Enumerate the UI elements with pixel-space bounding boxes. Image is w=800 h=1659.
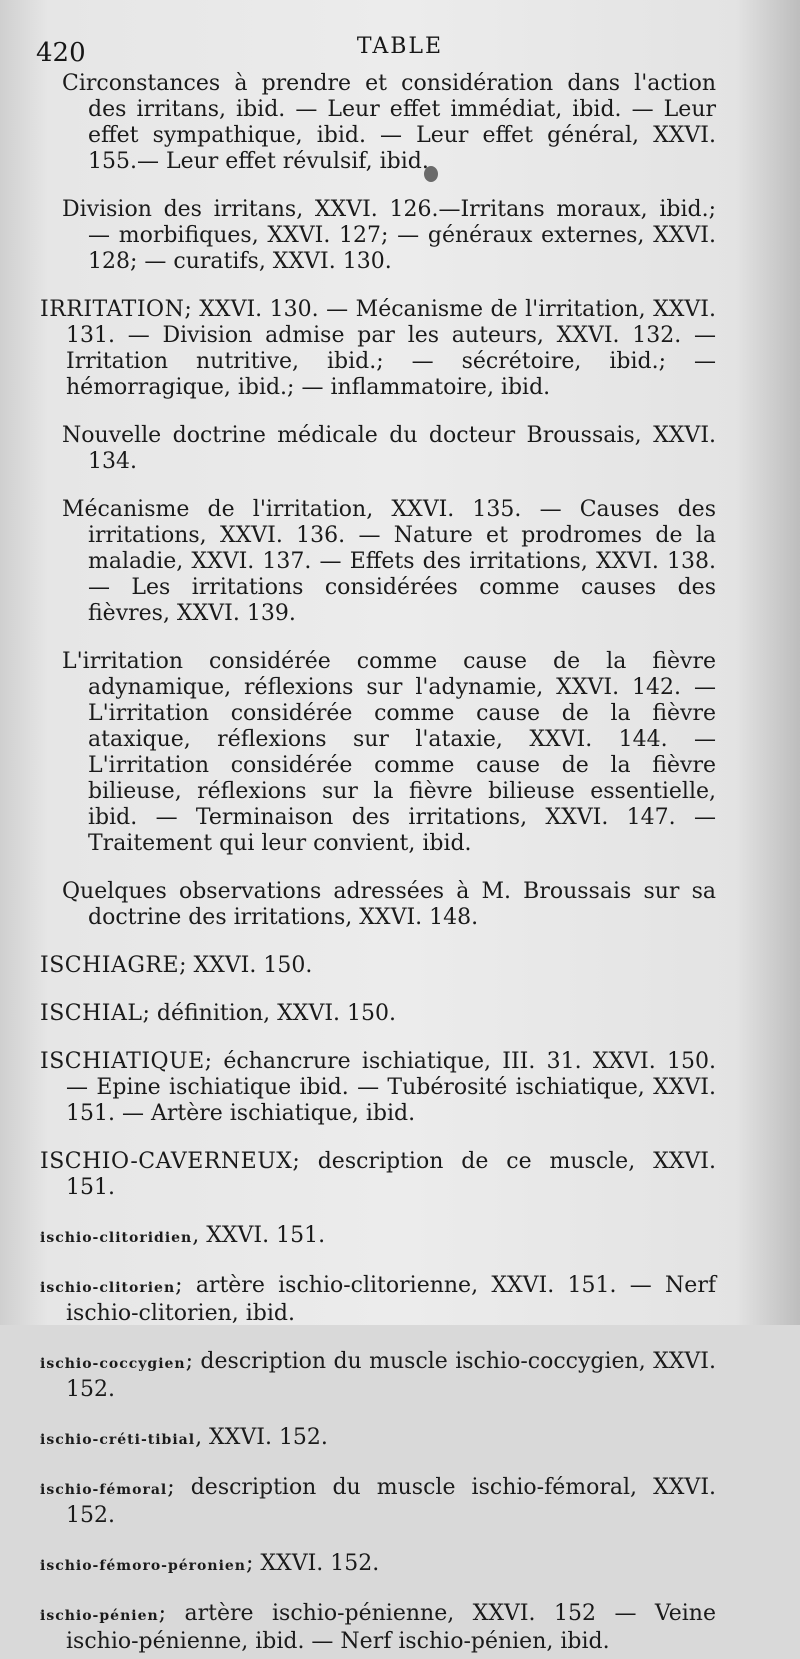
entry-headword: ISCHIAL [40,1001,143,1026]
entry-headword: ischio-clitorien [40,1280,176,1296]
entry-headword: ischio-créti-tibial [40,1432,196,1448]
index-entry: ischio-clitorien; artère ischio-clitorienne, XXVI. 151. — Nerf ischio-clitorien, ibid. [40,1273,716,1326]
running-title: TABLE [356,34,444,59]
page-number: 420 [36,38,86,68]
index-entry: ischio-clitoridien, XXVI. 151. [40,1223,326,1248]
index-entries [40,71,716,1659]
index-entry: ischio-fémoral; description du muscle ischio-fémoral, XXVI. 152. [40,1475,716,1528]
entry-headword: ischio-pénien [40,1608,159,1624]
entry-headword: ischio-clitoridien [40,1230,193,1246]
index-entry: Division des irritans, XXVI. 126.—Irritans moraux, ibid.; — morbifiques, XXVI. 127; — généraux externes, XXVI. 128; — curatifs, XXVI. 130. [62,197,716,274]
index-entry: Mécanisme de l'irritation, XXVI. 135. — Causes des irritations, XXVI. 136. — Nature et prodromes de la maladie, XXVI. 137. — Effets des irritations, XXVI. 138. — Les irritations considérées comme causes des fièvres, XXVI. 139. [62,497,716,626]
entry-headword: IRRITATION [40,297,185,322]
index-entry: ischio-coccygien; description du muscle ischio-coccygien, XXVI. 152. [40,1349,716,1402]
entry-headword: ischio-coccygien [40,1356,186,1372]
page-header [0,30,800,68]
index-entry: Quelques observations adressées à M. Broussais sur sa doctrine des irritations, XXVI. 148. [62,879,716,930]
index-entry: IRRITATION; XXVI. 130. — Mécanisme de l'irritation, XXVI. 131. — Division admise par les auteurs, XXVI. 132. — Irritation nutritive, ibid.; — sécrétoire, ibid.; — hémorragique, ibid.; — inflammatoire, ibid. [40,297,716,400]
entry-headword: ISCHIAGRE [40,953,180,978]
index-entry: L'irritation considérée comme cause de la fièvre adynamique, réflexions sur l'adynamie, XXVI. 142. — L'irritation considérée comme cause de la fièvre ataxique, réflexions sur l'ataxie, XXVI. 144. — L'irritation considérée comme cause de la fièvre bilieuse, réflexions sur la fièvre bilieuse essentielle, ibid. — Terminaison des irritations, XXVI. 147. — Traitement qui leur convient, ibid. [62,649,716,856]
index-entry: ISCHIAGRE; XXVI. 150. [40,953,313,978]
index-entry: ischio-créti-tibial, XXVI. 152. [40,1425,328,1450]
entry-headword: ischio-fémoral [40,1482,168,1498]
index-entry: ischio-pénien; artère ischio-pénienne, XXVI. 152 — Veine ischio-pénienne, ibid. — Nerf ischio-pénien, ibid. [40,1601,716,1654]
index-entry: Circonstances à prendre et considération dans l'action des irritans, ibid. — Leur effet immédiat, ibid. — Leur effet sympathique, ibid. — Leur effet général, XXVI. 155.— Leur effet révulsif, ibid. [62,71,716,174]
entry-headword: ISCHIATIQUE [40,1049,205,1074]
index-entry: ISCHIATIQUE; échancrure ischiatique, III. 31. XXVI. 150. — Epine ischiatique ibid. — Tubérosité ischiatique, XXVI. 151. — Artère ischiatique, ibid. [40,1049,716,1126]
entry-headword: ISCHIO-CAVERNEUX [40,1149,293,1174]
index-entry: ISCHIAL; définition, XXVI. 150. [40,1001,397,1026]
index-entry: Nouvelle doctrine médicale du docteur Broussais, XXVI. 134. [62,423,716,474]
index-entry: ischio-fémoro-péronien; XXVI. 152. [40,1551,380,1576]
entry-headword: ischio-fémoro-péronien [40,1558,246,1574]
index-entry: ISCHIO-CAVERNEUX; description de ce muscle, XXVI. 151. [40,1149,716,1200]
